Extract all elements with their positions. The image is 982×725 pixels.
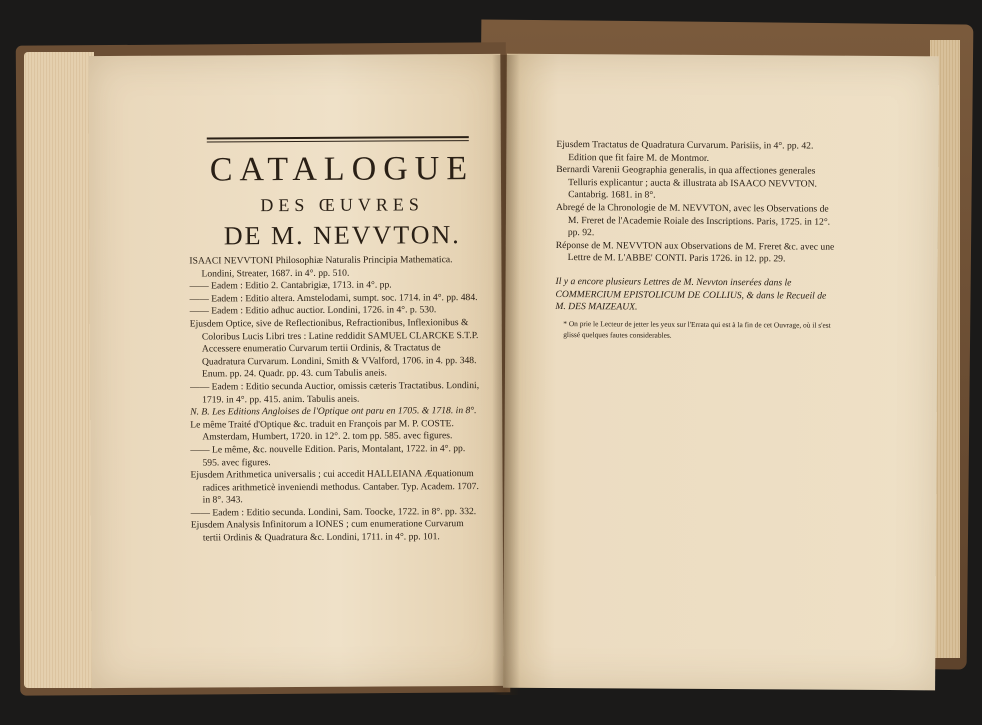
list-item: Abregé de la Chronologie de M. NEVVTON, avec les Observations de M. Freret de l'Academie Roiale des Inscriptions. Paris, 1725. in 12°. pp. 92.: [555, 201, 831, 239]
list-item: ISAACI NEVVTONI Philosophiæ Naturalis Principia Mathematica. Londini, Streater, 1687. in 4°. pp. 510.: [189, 254, 453, 280]
list-item: N. B. Les Editions Angloises de l'Optique ont paru en 1705. & 1718. in 8°.: [190, 405, 477, 418]
list-item: Ejusdem Analysis Infinitorum a IONES ; cum enumeratione Curvarum tertii Ordinis & Quadratura &c. Londini, 1711. in 4°. pp. 101.: [190, 518, 464, 544]
right-page: [503, 54, 939, 691]
list-item: Réponse de M. NEVVTON aux Observations de M. Freret &c. avec une Lettre de M. L'ABBE' CONTI. Paris 1726. in 12. pp. 29.: [555, 239, 835, 265]
book-gutter-shadow: [492, 55, 520, 695]
catalogue-title: CATALOGUE: [209, 150, 475, 189]
list-item: —— Le même, &c. nouvelle Edition. Paris, Montalant, 1722. in 4°. pp. 595. avec figures.: [190, 443, 466, 468]
right-entry-list: [556, 139, 837, 267]
list-item: Ejusdem Arithmetica universalis ; cui accedit HALLEIANA Æquationum radices arithmeticè inveniendi methodus. Cantaber. Typ. Academ. 1707. in 8°. 343.: [190, 468, 479, 506]
left-page: [88, 54, 503, 688]
list-item: —— Eadem : Editio secunda. Londini, Sam. Toocke, 1722. in 8°. pp. 332.: [190, 505, 477, 519]
letters-note: Il y a encore plusieurs Lettres de M. Nevvton inserées dans le COMMERCIUM EPISTOLICUM DE COLLIUS, & dans le Recueil de M. DES MAIZEAUX.: [555, 275, 827, 313]
list-item: Ejusdem Tractatus de Quadratura Curvarum. Parisiis, in 4°. pp. 42. Edition que fit faire M. de Montmor.: [556, 138, 814, 164]
page-edges-left: [24, 52, 94, 688]
list-item: —— Eadem : Editio secunda Auctior, omissis cæteris Tractatibus. Londini, 1719. in 4°. pp. 415. anim. Tabulis aneis.: [190, 379, 480, 406]
list-item: Le même Traité d'Optique &c. traduit en François par M. P. COSTE. Amsterdam, Humbert, 1720. in 12°. 2. tom pp. 585. avec figures.: [190, 417, 454, 443]
catalogue-subtitle: DES ŒUVRES: [260, 194, 424, 216]
list-item: —— Eadem : Editio altera. Amstelodami, sumpt. soc. 1714. in 4°. pp. 484.: [189, 291, 478, 305]
list-item: Ejusdem Optice, sive de Reflectionibus, Refractionibus, Inflexionibus & Coloribus Lucis Libri tres : Latine reddidit SAMUEL CLARCKE S.T.P. Accessere enumeratio Curvarum tertii Ordinis, & Tractatus de Quadratura Curvarum. Londini, Smith & VValford, 1706. in 4. pp. 348. Enum. pp. 24. Quadr. pp. 43. cum Tabulis aneis.: [189, 317, 479, 380]
title-rule: [207, 136, 469, 142]
catalogue-author: DE M. NEVVTON.: [223, 220, 461, 251]
list-item: —— Eadem : Editio 2. Cantabrigiæ, 1713. in 4°. pp.: [189, 279, 392, 292]
list-item: Bernardi Varenii Geographia generalis, in qua affectiones generales Telluris explicantur ; aucta & illustrata ab ISAACO NEVVTON. Cantabrig. 1681. in 8°.: [556, 164, 817, 201]
errata-footnote: * On prie le Lecteur de jetter les yeux sur l'Errata qui est à la fin de cet Ouvrage, où il s'est glissé quelques fautes considerables.: [563, 319, 831, 340]
left-entry-list: [189, 254, 481, 545]
list-item: —— Eadem : Editio adhuc auctior. Londini, 1726. in 4°. p. 530.: [189, 304, 437, 317]
